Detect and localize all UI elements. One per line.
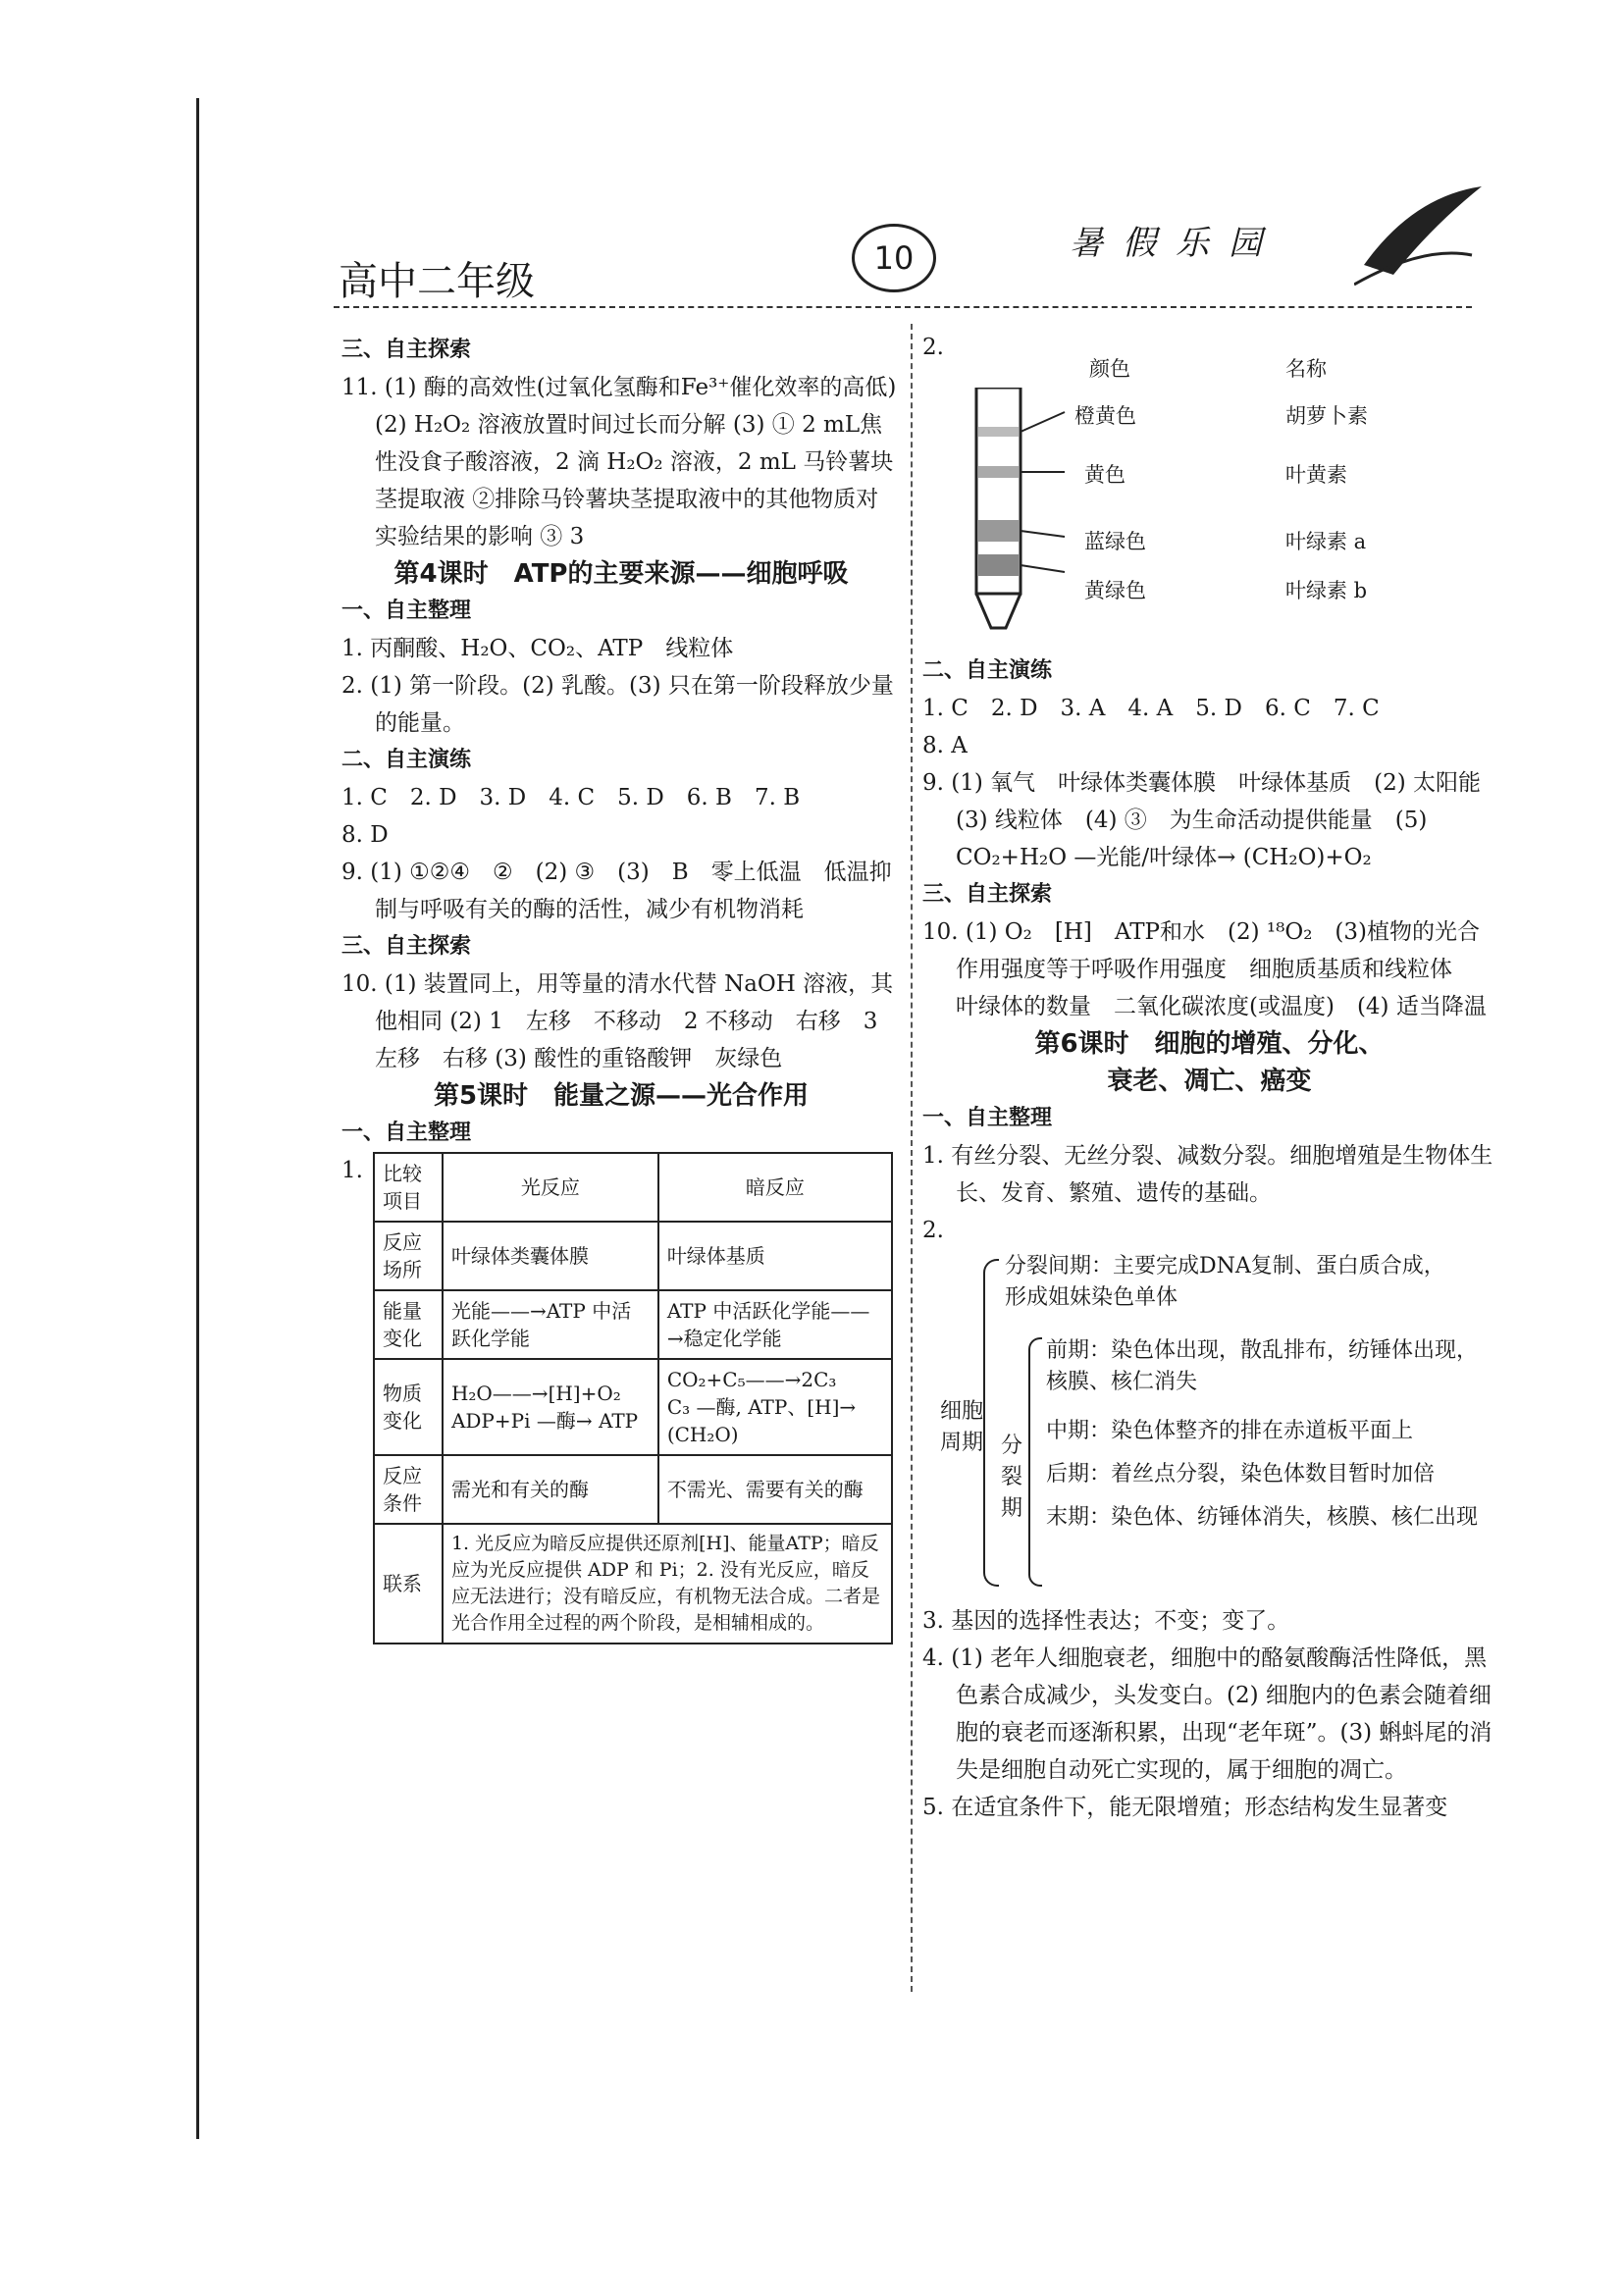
column-header-name: 名称 bbox=[1285, 357, 1327, 381]
right-column bbox=[922, 329, 1504, 1826]
column-header-color: 颜色 bbox=[1089, 357, 1130, 381]
table-cell bbox=[443, 1359, 658, 1455]
pigment-color: 黄色 bbox=[1084, 463, 1126, 487]
pigment-name: 叶绿素 b bbox=[1285, 579, 1368, 602]
pigment-color: 橙黄色 bbox=[1074, 404, 1136, 428]
answer-2-label: 2. bbox=[922, 1218, 944, 1243]
table-cell: ATP 中活跃化学能——→稳定化学能 bbox=[658, 1290, 892, 1359]
brace-icon bbox=[1028, 1337, 1042, 1587]
table-cell: 叶绿体基质 bbox=[658, 1222, 892, 1290]
answer-3: 3. 基因的选择性表达；不变；变了。 bbox=[922, 1608, 1290, 1634]
table-cell: 1. 光反应为暗反应提供还原剂[H]、能量ATP；暗反应为光反应提供 ADP 和 Pi；2. 没有光反应，暗反应无法进行；没有暗反应，有机物无法合成。二者是光合作用全过程的两个阶段，是相辅相成的。 bbox=[443, 1524, 892, 1644]
prophase-text: 前期：染色体出现，散乱排布，纺锤体出现，核膜、核仁消失 bbox=[1046, 1338, 1479, 1394]
brace-icon bbox=[983, 1259, 999, 1587]
chromatography-tube-icon bbox=[971, 388, 1070, 643]
answer-mcq: 1. C 2. D 3. D 4. C 5. D 6. B 7. B bbox=[341, 785, 801, 810]
section-heading: 三、自主探索 bbox=[341, 338, 472, 362]
answer-10: 10. (1) O₂ [H] ATP和水 (2) ¹⁸O₂ (3)植物的光合作用强度等于呼吸作用强度 细胞质基质和线粒体 叶绿体的数量 二氧化碳浓度(或温度) (4) 适当降温 bbox=[922, 919, 1487, 1019]
mitosis-label: 分裂期 bbox=[1001, 1434, 1023, 1521]
table-header: 光反应 bbox=[443, 1153, 658, 1222]
table-cell bbox=[658, 1359, 892, 1455]
pigment-color: 蓝绿色 bbox=[1084, 530, 1146, 553]
lesson-6-title: 第6课时 细胞的增殖、分化、 bbox=[1034, 1029, 1385, 1059]
table-header: 比较项目 bbox=[374, 1153, 443, 1222]
lesson-6-title-line2: 衰老、凋亡、癌变 bbox=[1107, 1067, 1312, 1096]
answer-4: 4. (1) 老年人细胞衰老，细胞中的酪氨酸酶活性降低，黑色素合成减少，头发变白。(2) 细胞内的色素会随着细胞的衰老而逐渐积累，出现“老年斑”。(3) 蝌蚪尾的消失是细胞自动死亡实现的，属于细胞的凋亡。 bbox=[922, 1645, 1492, 1783]
cell-cycle-diagram bbox=[922, 1249, 1496, 1602]
equation: H₂O——→[H]+O₂ bbox=[450, 1382, 621, 1405]
equation: CO₂+C₅——→2C₃ bbox=[666, 1368, 837, 1391]
equation: ADP+Pi —酶→ ATP bbox=[450, 1409, 639, 1433]
section-heading: 一、自主整理 bbox=[922, 1106, 1053, 1130]
equation: C₃ —酶, ATP、[H]→ (CH₂O) bbox=[666, 1395, 857, 1446]
table-label: 1. bbox=[341, 1158, 363, 1183]
metaphase-text: 中期：染色体整齐的排在赤道板平面上 bbox=[1046, 1419, 1414, 1443]
table-cell: 能量变化 bbox=[374, 1290, 443, 1359]
section-heading: 二、自主演练 bbox=[341, 748, 472, 772]
answer-mcq-8: 8. A bbox=[922, 733, 968, 758]
header-rule bbox=[334, 306, 1472, 308]
telophase-text: 末期：染色体、纺锤体消失，核膜、核仁出现 bbox=[1046, 1505, 1479, 1530]
table-cell: 需光和有关的酶 bbox=[443, 1455, 658, 1524]
grade-title: 高中二年级 bbox=[339, 259, 535, 304]
table-cell: 物质变化 bbox=[374, 1359, 443, 1455]
pigment-color: 黄绿色 bbox=[1084, 579, 1146, 602]
decor-leaf-icon bbox=[1354, 177, 1492, 294]
interphase-text: 分裂间期：主要完成DNA复制、蛋白质合成，形成姐妹染色单体 bbox=[1005, 1254, 1445, 1310]
table-cell: 光能——→ATP 中活跃化学能 bbox=[443, 1290, 658, 1359]
answer-2: 2. (1) 第一阶段。(2) 乳酸。(3) 只在第一阶段释放少量的能量。 bbox=[341, 673, 894, 736]
section-heading: 一、自主整理 bbox=[341, 599, 472, 623]
pigment-name: 胡萝卜素 bbox=[1285, 404, 1368, 428]
answer-10: 10. (1) 装置同上，用等量的清水代替 NaOH 溶液，其他相同 (2) 1 左移 不移动 2 不移动 右移 3 左移 右移 (3) 酸性的重铬酸钾 灰绿色 bbox=[341, 971, 894, 1071]
page-number: 10 bbox=[852, 224, 936, 292]
question-number: 2. bbox=[922, 335, 944, 360]
answer-9: 9. (1) ①②④ ② (2) ③ (3) B 零上低温 低温抑制与呼吸有关的酶的活性，减少有机物消耗 bbox=[341, 860, 892, 922]
anaphase-text: 后期：着丝点分裂，染色体数目暂时加倍 bbox=[1046, 1462, 1436, 1487]
table-header: 暗反应 bbox=[658, 1153, 892, 1222]
table-cell: 反应场所 bbox=[374, 1222, 443, 1290]
answer-1: 1. 丙酮酸、H₂O、CO₂、ATP 线粒体 bbox=[341, 636, 734, 661]
lesson-5-title: 第5课时 能量之源——光合作用 bbox=[433, 1081, 810, 1111]
table-cell: 反应条件 bbox=[374, 1455, 443, 1524]
answer-mcq-8: 8. D bbox=[341, 822, 389, 848]
lesson-4-title: 第4课时 ATP的主要来源——细胞呼吸 bbox=[393, 559, 849, 589]
pigment-name: 叶黄素 bbox=[1285, 463, 1347, 487]
table-cell: 不需光、需要有关的酶 bbox=[658, 1455, 892, 1524]
column-divider bbox=[911, 324, 913, 1992]
section-heading: 三、自主探索 bbox=[922, 882, 1053, 907]
answer-5: 5. 在适宜条件下，能无限增殖；形态结构发生显著变 bbox=[922, 1795, 1448, 1820]
pigment-name: 叶绿素 a bbox=[1285, 530, 1367, 553]
section-heading: 一、自主整理 bbox=[341, 1121, 472, 1145]
section-heading: 二、自主演练 bbox=[922, 658, 1053, 683]
table-cell: 联系 bbox=[374, 1524, 443, 1644]
header-banner: 暑假乐园 bbox=[1070, 224, 1282, 263]
answer-1: 1. 有丝分裂、无丝分裂、减数分裂。细胞增殖是生物体生长、发育、繁殖、遗传的基础。 bbox=[922, 1143, 1493, 1206]
cycle-root: 细胞周期 bbox=[940, 1399, 984, 1455]
table-cell: 叶绿体类囊体膜 bbox=[443, 1222, 658, 1290]
answer-9: 9. (1) 氧气 叶绿体类囊体膜 叶绿体基质 (2) 太阳能 (3) 线粒体 (4) ③ 为生命活动提供能量 (5) CO₂+H₂O —光能/叶绿体→ (CH₂O)+O₂ bbox=[922, 770, 1504, 870]
comparison-table bbox=[373, 1152, 893, 1644]
answer-11: 11. (1) 酶的高效性(过氧化氢酶和Fe³⁺催化效率的高低) (2) H₂O₂ 溶液放置时间过长而分解 (3) ① 2 mL焦性没食子酸溶液，2 滴 H₂O₂ 溶液，2 mL 马铃薯块茎提取液 ②排除马铃薯块茎提取液中的其他物质对实验结果的影响 ③ 3 bbox=[341, 375, 897, 549]
section-heading: 三、自主探索 bbox=[341, 934, 472, 959]
scan-edge-line bbox=[196, 98, 199, 2139]
answer-mcq: 1. C 2. D 3. A 4. A 5. D 6. C 7. C bbox=[922, 696, 1380, 721]
left-column bbox=[341, 332, 901, 1644]
